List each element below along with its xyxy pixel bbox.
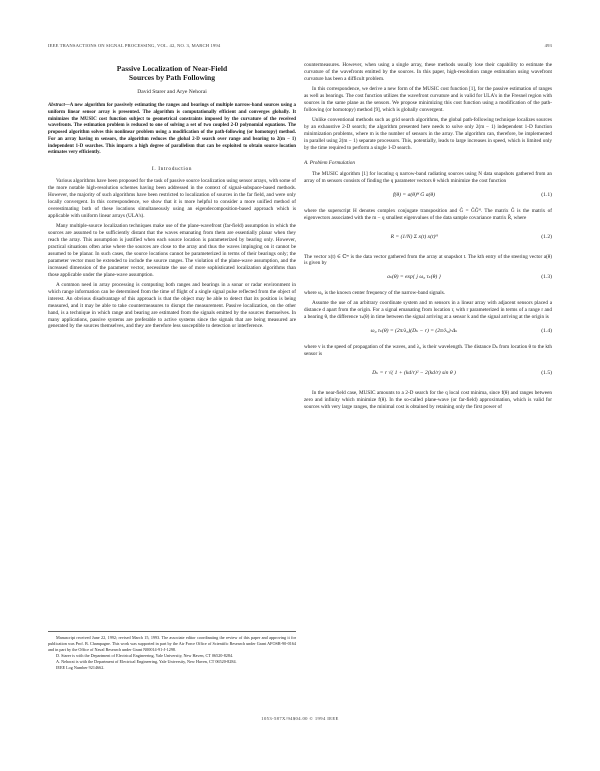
equation: [304, 325, 552, 340]
footnote-manuscript: Manuscript received June 22, 1992; revised March 15, 1993. The associate editor coordinating the review of this paper and approving it for publication was Prof. B. Champagne. This work was supported in part by the Air Force Office of Scientific Research under Grant AFOSR-90-0164 and in part by the Office of Naval Research under Grant N00014-91-J-1298.: [48, 635, 296, 652]
equation-number: (1.5): [541, 370, 552, 377]
paper-title: [48, 64, 296, 83]
paragraph: countermeasures. However, when using a single array, these methods usually lose their capability to estimate the curvature of the wavefronts emitted by the sources. In this paper, high-resolution range estimation using wavefront curvature has been a difficult problem.: [304, 62, 552, 82]
equation-number: (1.4): [541, 328, 552, 335]
copyright-footer: 1053-587X/94$04.00 © 1994 IEEE: [261, 716, 339, 721]
authors: David Starer and Arye Nehorai: [137, 88, 207, 95]
equation-number: (1.1): [541, 191, 552, 198]
equation-number: (1.2): [541, 233, 552, 240]
section-heading-introduction: I. Introduction: [151, 166, 193, 173]
equation: [304, 226, 552, 250]
title-line-1: Passive Localization of Near-Field: [116, 64, 228, 73]
paragraph: In this correspondence, we derive a new form of the MUSIC cost function [1], for the passive estimation of ranges as well as bearings. The cost function utilizes the wavefront curvature and is valid for ULA's in the Fresnel region with sources in the same plane as the sensors. We propose minimizing this cost function using a modification of the path-following (or homotopy) method [9], which is globally convergent.: [304, 85, 552, 113]
left-column: [48, 62, 296, 333]
equation: [304, 271, 552, 286]
paragraph: where ω₀ is the known center frequency of the narrow-band signals.: [304, 290, 446, 297]
equation: [304, 362, 552, 386]
paragraph: A common need in array processing is computing both ranges and bearings in a sonar or radar environment in which range information can be determined from the time of flight of a single signal pulse reflected from the object of interest. An obvious disadvantage of this approach is that the object may be able to detect that its position is being measured, and it may be able to take countermeasures to disrupt the measurement. Passive localization, on the other hand, is a technique in which range and bearing are estimated from the signals emitted by the sources themselves. In many applications, passive systems are preferable to active systems since the signals that are being measured are generated by the sources themselves, and they are therefore less susceptible to detection or interference.: [48, 281, 296, 330]
paragraph: where the superscript H denotes complex conjugate transposition and Ĝ = ĜĜᴴ. The matrix Ĝ is the matrix of eigenvectors associated with the m − q smallest eigenvalues of the data sample covariance matrix R̂, where: [304, 207, 552, 221]
paragraph: Various algorithms have been proposed for the task of passive source localization using sensor arrays, with some of the more notable high-resolution schemes having been addressed in the context of signal-subspace-based methods. However, the majority of such algorithms have been restricted to localization of sources in the far field, and were only locally convergent. In this correspondence, we show that it is more helpful to consider a more unified method of overestimating both of these locations simultaneously using an eigendecomposition-based approach which is applicable with uniform linear arrays (ULA's).: [48, 178, 296, 219]
paragraph: The vector x(t) ∈ ℂᵐ is the data vector gathered from the array at snapshot t. The kth entry of the steering vector a(θ) is given by: [304, 253, 552, 267]
right-column: [304, 62, 552, 414]
paragraph: Assume the use of an arbitrary coordinate system and m sensors in a linear array with adjacent sensors placed a distance d apart from the origin. For a signal emanating from location r, with r parameterized in terms of a range r and a bearing θ, the difference τₖ(θ) in time between the signal arriving at a sensor k and the signal arriving at the origin is: [304, 300, 552, 321]
running-header: [0, 40, 600, 52]
equation-number: (1.3): [541, 274, 552, 281]
subsection-heading: A. Problem Formulation: [304, 159, 355, 166]
abstract: [48, 103, 296, 157]
title-line-2: Sources by Path Following: [128, 73, 216, 83]
abstract-lead: Abstract—: [48, 102, 70, 108]
paragraph: where v is the speed of propagation of the waves, and λ₀ is their wavelength. The distance Dₖ from location θ to the kth sensor is: [304, 344, 552, 358]
paragraph: Unlike conventional methods such as grid search algorithms, the global path-following technique localizes sources by an exhaustive 2-D search; the algorithm presented here needs to solve only 2(m − 1) independent 1-D function minimization problems, where m is the number of sensors in the array. The algorithm can, therefore, be implemented in parallel using 2(m − 1) separate processors. This, potentially, leads to large increases in speed, which is limited only by the time required to perform a single 1-D search.: [304, 116, 552, 151]
paragraph: Many multiple-source localization techniques make use of the plane-wavefront (far-field) assumption in which the sources are assumed to be sufficiently distant that the waves emanating from them are essentially planar when they reach the array. This assumption is justified when each source location is parameterized by bearing only. However, practical situations often arise where the sources are close to the array and thus the waves impinging on it cannot be assumed to be planar. In such cases, the source locations cannot be parameterized in terms of their bearings only; the parameter vector must be extended to include the source ranges. The violation of the plane-wave assumption, and the increased dimension of the parameter vector, necessitate the use of more sophisticated localization algorithms than those applicable under the plane-wave assumption.: [48, 222, 296, 278]
footnote-log-number: IEEE Log Number 9214662.: [56, 664, 105, 670]
page-number: 493: [544, 43, 552, 48]
footnote: [48, 631, 296, 671]
abstract-text: A new algorithm for passively estimating the ranges and bearings of multiple narrow-band sources using a uniform linear sensor array is presented. The algorithm is computationally efficient and converges globally. It minimizes the MUSIC cost function subject to geometrical constraints imposed by the curvature of the received wavefronts. The estimation problem is reduced to one of solving a set of two coupled 2-D polynomial equations. The proposed algorithm solves this nonlinear problem using a modification of the path-following (or homotopy) method. For an array having m sensors, the algorithm reduces the global 2-D search over range and bearing to 2(m − 1) independent 1-D searches. This imparts a high degree of parallelism that can be exploited to obtain source location estimates very efficiently.: [48, 102, 296, 156]
equation-expression: R̂ = (1/N) Σ x(t) x(t)ᴴ: [390, 233, 438, 240]
equation-expression: aₖ(θ) = exp{ j ω₀ τₖ(θ) }: [387, 274, 441, 281]
footnote-author-1: D. Starer is with the Department of Electrical Engineering, Yale University, New Haven, CT 06520-8284.: [56, 652, 234, 658]
equation-expression: Dₖ = r √( 1 + (kd/r)² − 2(kd/r) sin θ ): [372, 370, 456, 377]
equation: [304, 189, 552, 204]
paragraph: The MUSIC algorithm [1] for locating q narrow-band radiating sources using N data snapshots gathered from an array of m sensors consists of finding the q parameter vectors θ which minimize the cost function: [304, 170, 552, 184]
equation-expression: f(θ) = a(θ)ᴴ Ĝ a(θ): [393, 191, 435, 198]
equation-expression: ω₀ τₖ(θ) = (2π/λ₀)(Dₖ − r) = (2π/λ₀)·Δₖ: [370, 328, 458, 335]
journal-header: IEEE TRANSACTIONS ON SIGNAL PROCESSING, VOL. 42, NO. 3, MARCH 1994: [48, 43, 221, 48]
footnote-author-2: A. Nehorai is with the Department of Electrical Engineering, Yale University, New Haven, CT 06520-8284.: [56, 658, 237, 664]
paragraph: In the near-field case, MUSIC amounts to a 2-D search for the q local cost minima, since f(θ) and ranges between zero and infinity which minimize f(θ). In the so-called plane-wave (or far-field) approximation, which is valid for sources with very large ranges, the minimal cost is obtained by retaining only the first power of: [304, 390, 552, 411]
